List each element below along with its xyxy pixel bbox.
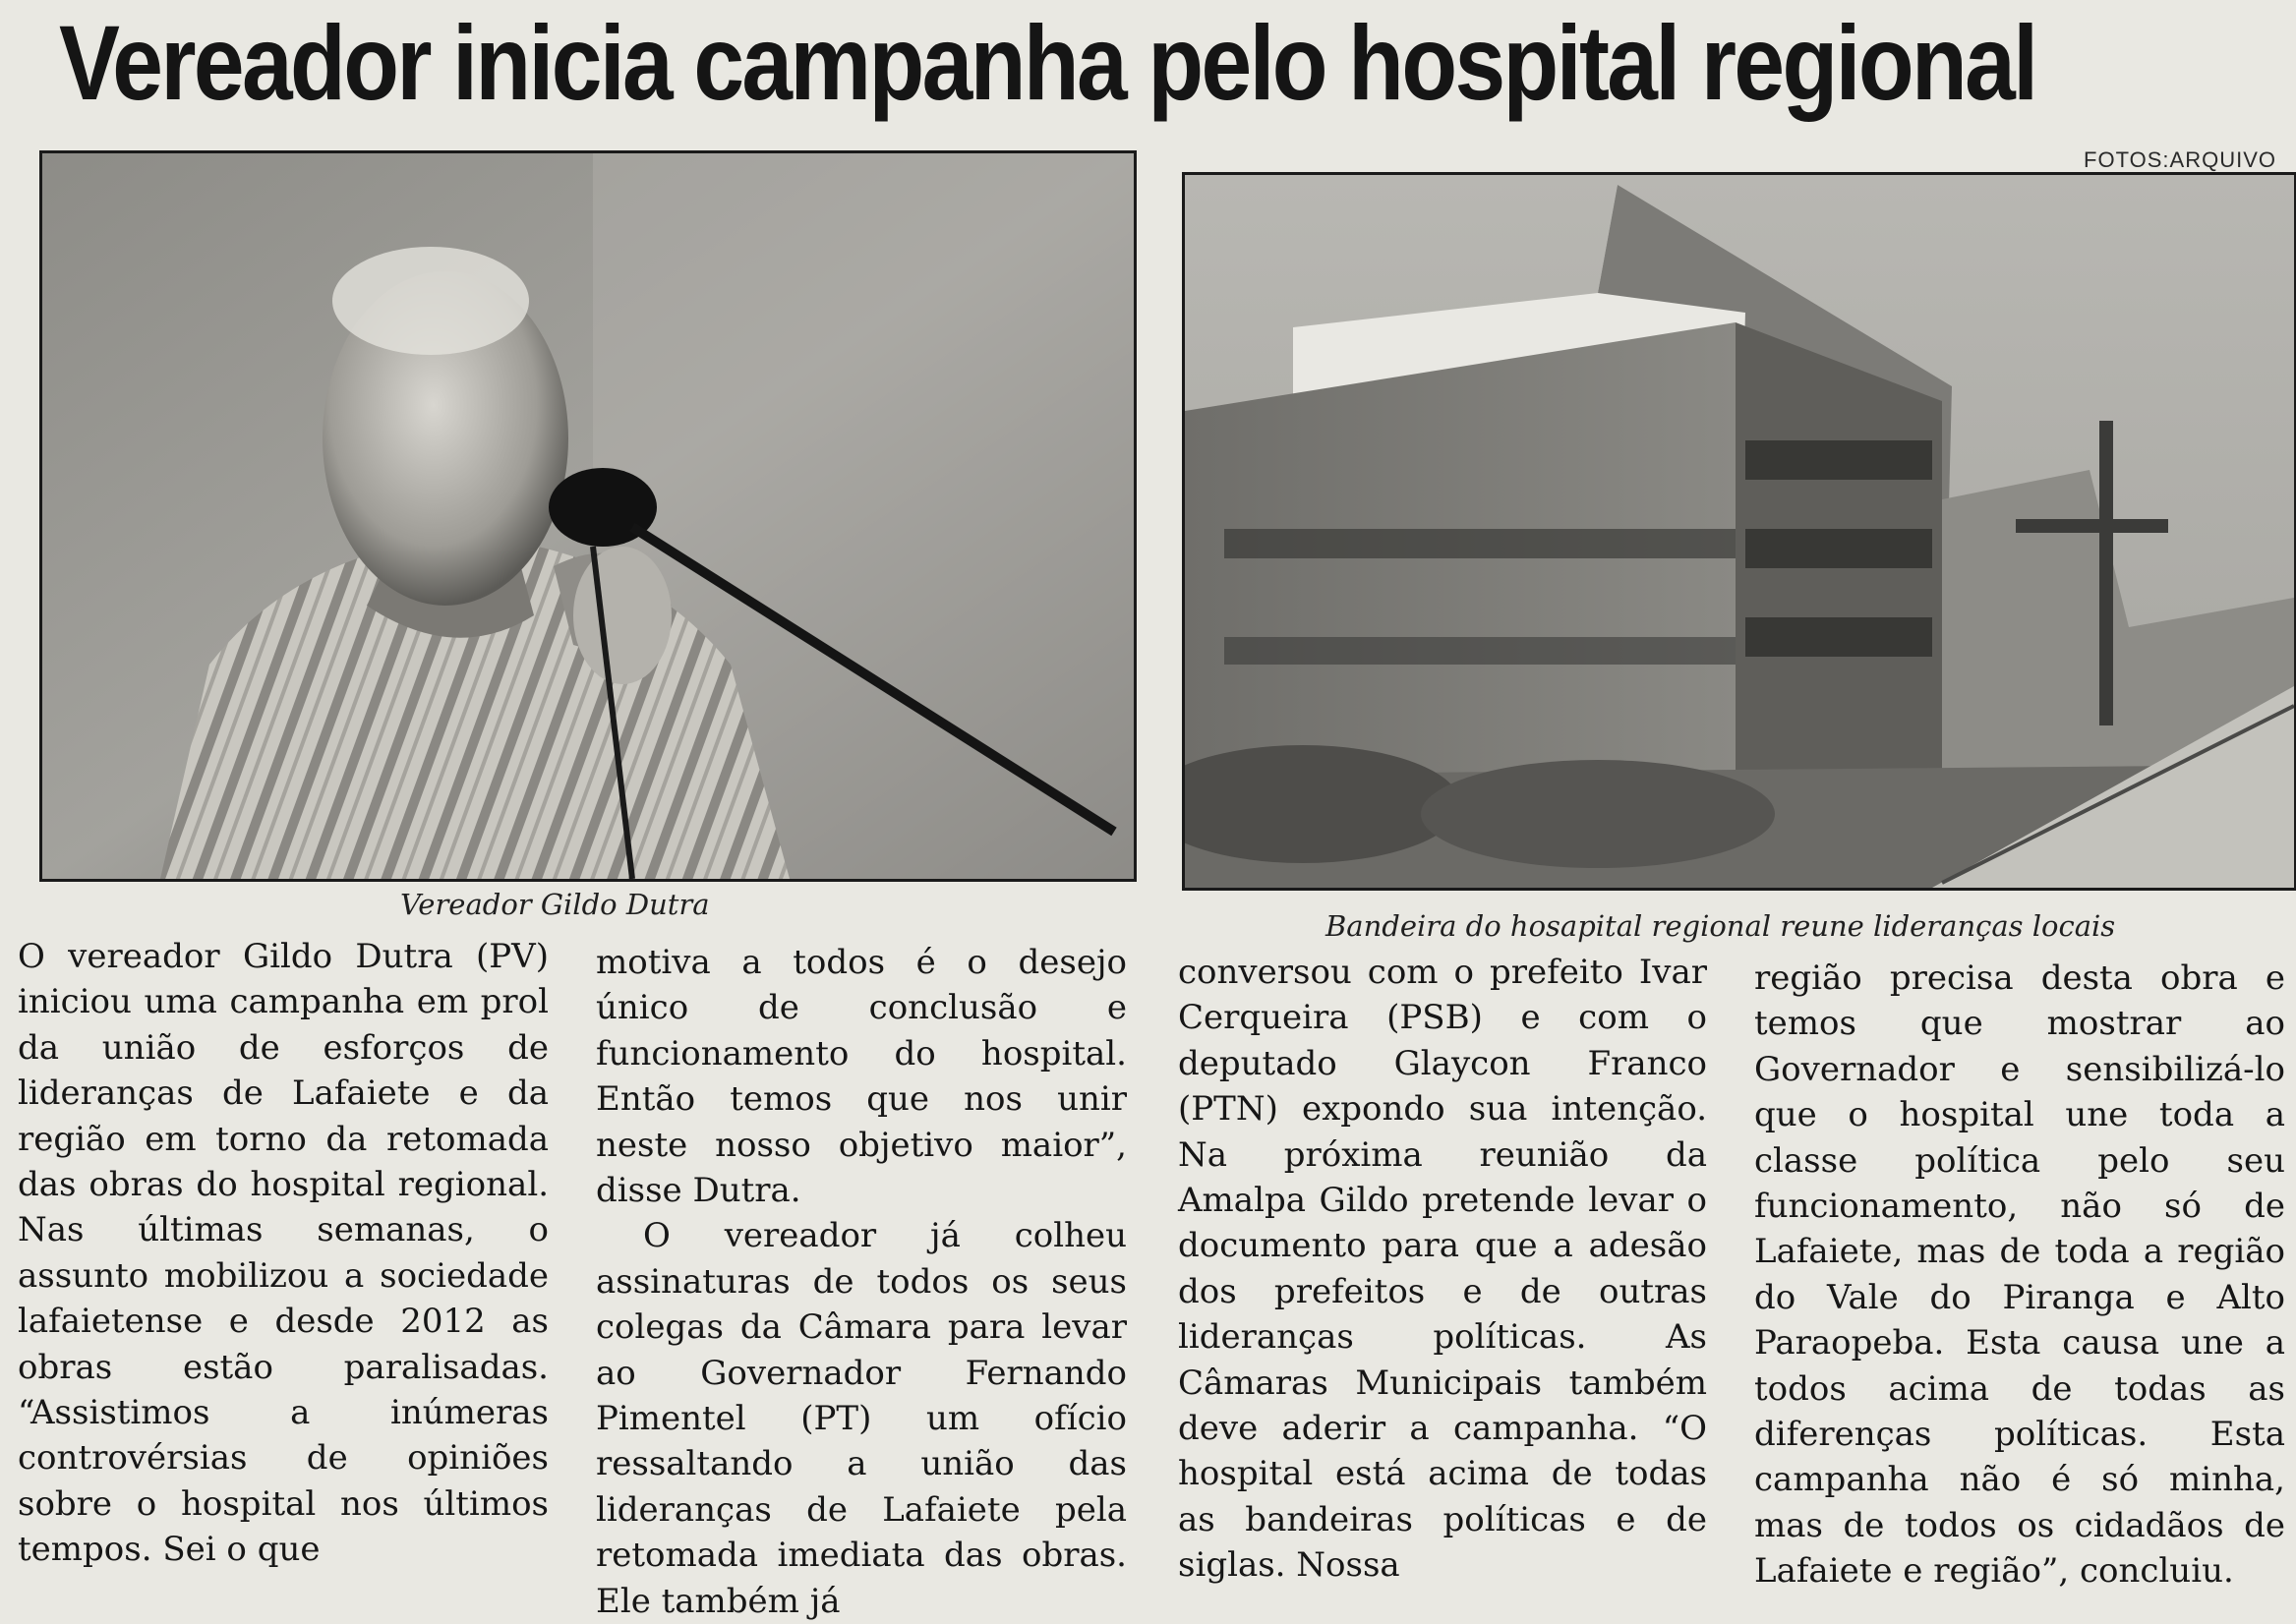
article-paragraph: região precisa desta obra e temos que mostrar ao Governador e sensibilizá-lo que o hospital une toda a classe política pelo seu funcionamento, não só de Lafaiete, mas de toda a região do Vale do Piranga e Alto Paraopeba. Esta causa une a todos acima de todas as diferenças políticas. Esta campanha não é só minha, mas de todos os cidadãos de Lafaiete e região”, concluiu.	[1754, 958, 2285, 1592]
article-column-1	[18, 934, 549, 1573]
article-column-3	[1178, 950, 1707, 1589]
caption-hospital-photo: Bandeira do hosapital regional reune lideranças locais	[1325, 909, 2116, 943]
hospital-photo-image	[1185, 175, 2294, 888]
article-column-2	[596, 940, 1127, 1624]
article-paragraph: motiva a todos é o desejo único de conclusão e funcionamento do hospital. Então temos que nos unir neste nosso objetivo maior”, disse Dutra.	[596, 943, 1127, 1211]
photo-hospital	[1182, 172, 2296, 891]
photo-councilman	[39, 150, 1137, 882]
photo-credit: FOTOS:ARQUIVO	[2084, 147, 2276, 172]
article-paragraph: conversou com o prefeito Ivar Cerqueira (PSB) e com o deputado Glaycon Franco (PTN) expondo sua intenção. Na próxima reunião da Amalpa Gildo pretende levar o documento para que a adesão dos prefeitos e de outras lideranças políticas. As Câmaras Municipais também deve aderir a campanha. “O hospital está acima de todas as bandeiras políticas e de siglas. Nossa	[1178, 953, 1707, 1586]
article-paragraph: O vereador já colheu assinaturas de todos os seus colegas da Câmara para levar ao Governador Fernando Pimentel (PT) um ofício ressaltando a união das lideranças de Lafaiete pela retomada imediata das obras. Ele também já	[596, 1216, 1127, 1621]
caption-councilman-photo: Vereador Gildo Dutra	[400, 888, 710, 921]
article-paragraph: O vereador Gildo Dutra (PV) iniciou uma campanha em prol da união de esforços de lideranças de Lafaiete e da região em torno da retomada das obras do hospital regional. Nas últimas semanas, o assunto mobilizou a sociedade lafaietense e desde 2012 as obras estão paralisadas. “Assistimos a inúmeras controvérsias de opiniões sobre o hospital nos últimos tempos. Sei o que	[18, 937, 549, 1570]
councilman-photo-image	[42, 153, 1134, 879]
headline: Vereador inicia campanha pelo hospital regional	[59, 3, 2036, 122]
article-column-4	[1754, 956, 2285, 1595]
